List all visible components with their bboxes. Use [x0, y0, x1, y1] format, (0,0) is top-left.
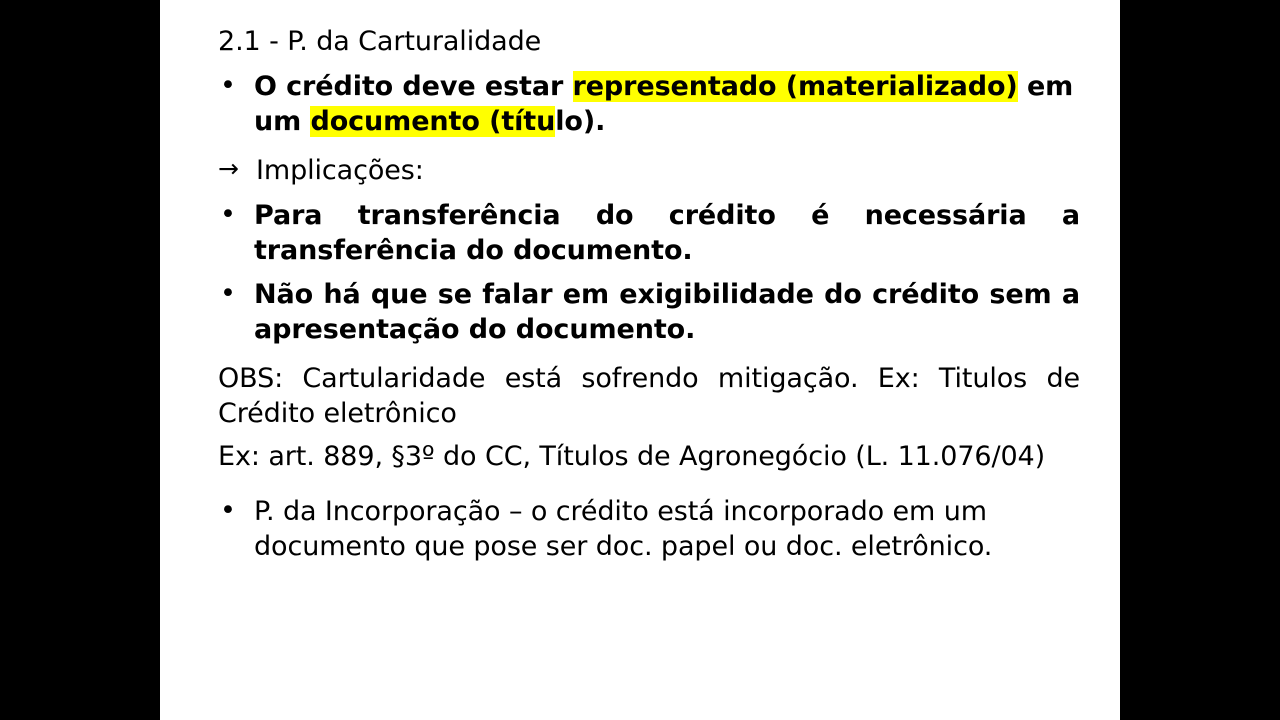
segment-highlight-2: documento (títu [310, 106, 556, 138]
arrow-label: Implicações: [256, 155, 424, 187]
paragraph-obs: OBS: Cartularidade está sofrendo mitigação. Ex: Titulos de Crédito eletrônico [218, 362, 1080, 429]
bullet-dot-icon: • [220, 495, 236, 527]
bullet-text-rich [254, 71, 1073, 137]
bullet-dot-icon: • [220, 277, 236, 309]
spacer [218, 482, 1080, 494]
segment-highlight-1: representado (materializado) [572, 71, 1018, 103]
bullet-dot-icon: • [220, 70, 236, 102]
bullet-text: Não há que se falar em exigibilidade do crédito sem a apresentação do documento. [254, 278, 1080, 345]
bullet-exigibilidade [218, 277, 1080, 347]
bullet-transferencia [218, 198, 1080, 268]
segment-plain-1: O crédito deve estar [254, 71, 573, 103]
arrow-right-icon: → [218, 154, 239, 184]
paragraph-exemplo-legal: Ex: art. 889, §3º do CC, Títulos de Agronegócio (L. 11.076/04) [218, 440, 1046, 472]
arrow-implicacoes [218, 153, 1080, 188]
segment-plain-2: em um [254, 71, 1074, 138]
bullet-incorporacao [218, 494, 1080, 564]
slide-content [160, 0, 1120, 720]
bullet-cartularidade-definition [218, 69, 1080, 139]
bullet-text: Para transferência do crédito é necessária a transferência do documento. [254, 200, 1080, 267]
bullet-text: P. da Incorporação – o crédito está incorporado em um documento que pose ser doc. papel ou doc. eletrônico. [254, 496, 993, 563]
bullet-dot-icon: • [220, 199, 236, 231]
segment-plain-3: lo). [555, 106, 606, 138]
slide-title: 2.1 - P. da Carturalidade [218, 26, 542, 57]
